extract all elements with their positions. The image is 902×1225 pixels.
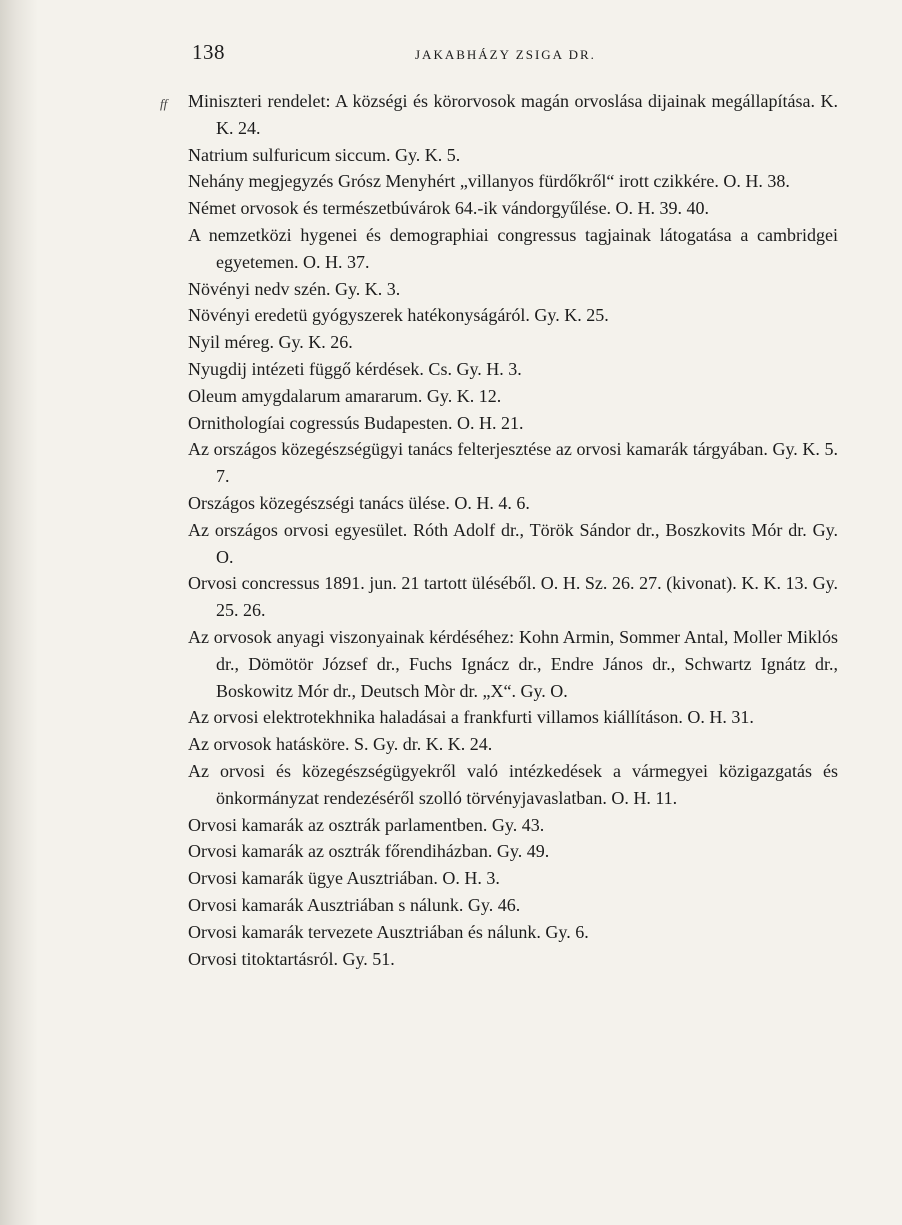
index-entry: Az országos közegészségügyi tanács felterjesztése az orvosi kamarák tárgyában. Gy. K. 5. 7. — [188, 439, 838, 487]
index-entry: Az orvosok hatásköre. S. Gy. dr. K. K. 24. — [188, 734, 493, 755]
index-entry: A nemzetközi hygenei és demographiai congressus tagjainak látogatása a cambridgei egyetemen. O. H. 37. — [188, 224, 838, 272]
page-header — [192, 40, 812, 70]
index-entry: Német orvosok és természetbúvárok 64.-ik vándorgyűlése. O. H. 39. 40. — [188, 198, 710, 219]
index-entry: Ornithologíai cogressús Budapesten. O. H. 21. — [188, 412, 524, 433]
index-entry: Nehány megjegyzés Grósz Menyhért „villanyos fürdőkről“ irott czikkére. O. H. 38. — [188, 171, 790, 192]
index-entry: Az orvosi és közegészségügyekről való intézkedések a vármegyei közigazgatás és önkormányzat rendezéséről szolló törvényjavaslatban. O. H. 11. — [188, 760, 838, 808]
index-entry: Orvosi kamarák az osztrák főrendiházban. Gy. 49. — [188, 841, 550, 862]
index-entries — [188, 88, 838, 972]
index-entry: Natrium sulfuricum siccum. Gy. K. 5. — [188, 144, 461, 165]
index-entry: Orvosi kamarák Ausztriában s nálunk. Gy. 46. — [188, 894, 521, 915]
index-entry: Az orvosi elektrotekhnika haladásai a frankfurti villamos kiállításon. O. H. 31. — [188, 707, 754, 728]
index-entry: Az orvosok anyagi viszonyainak kérdéséhez: Kohn Armin, Sommer Antal, Moller Miklós dr., Dömötör József dr., Fuchs Ignácz dr., Endre János dr., Schwartz Ignátz dr., Boskowitz Mór dr., Deutsch Mòr dr. „X“. Gy. O. — [188, 626, 838, 701]
index-entry: Oleum amygdalarum amararum. Gy. K. 12. — [188, 385, 502, 406]
index-entry: Orvosi concressus 1891. jun. 21 tartott üléséből. O. H. Sz. 26. 27. (kivonat). K. K. 13. Gy. 25. 26. — [188, 573, 838, 621]
index-entry: Országos közegészségi tanács ülése. O. H. 4. 6. — [188, 492, 530, 513]
index-entry: Nyugdij intézeti függő kérdések. Cs. Gy. H. 3. — [188, 358, 522, 379]
index-entry: Orvosi kamarák ügye Ausztriában. O. H. 3. — [188, 868, 500, 889]
index-entry: Miniszteri rendelet: A községi és körorvosok magán orvoslása dijainak megállapítása. K. K. 24. — [188, 91, 838, 138]
page-number: 138 — [192, 40, 225, 64]
margin-mark: ff — [160, 96, 168, 111]
running-head: JAKABHÁZY ZSIGA DR. — [415, 47, 596, 62]
index-entry: Növényi eredetü gyógyszerek hatékonyságáról. Gy. K. 25. — [188, 305, 609, 326]
index-entry: Az országos orvosi egyesület. Róth Adolf dr., Török Sándor dr., Boszkovits Mór dr. Gy. O. — [188, 519, 838, 567]
index-entry: Orvosi kamarák az osztrák parlamentben. Gy. 43. — [188, 814, 545, 835]
page-gutter-shadow — [0, 0, 38, 1225]
index-entry: Növényi nedv szén. Gy. K. 3. — [188, 278, 401, 299]
index-entry: Orvosi kamarák tervezete Ausztriában és nálunk. Gy. 6. — [188, 921, 589, 942]
index-entry: Nyil méreg. Gy. K. 26. — [188, 332, 353, 353]
index-entry: Orvosi titoktartásról. Gy. 51. — [188, 948, 395, 969]
